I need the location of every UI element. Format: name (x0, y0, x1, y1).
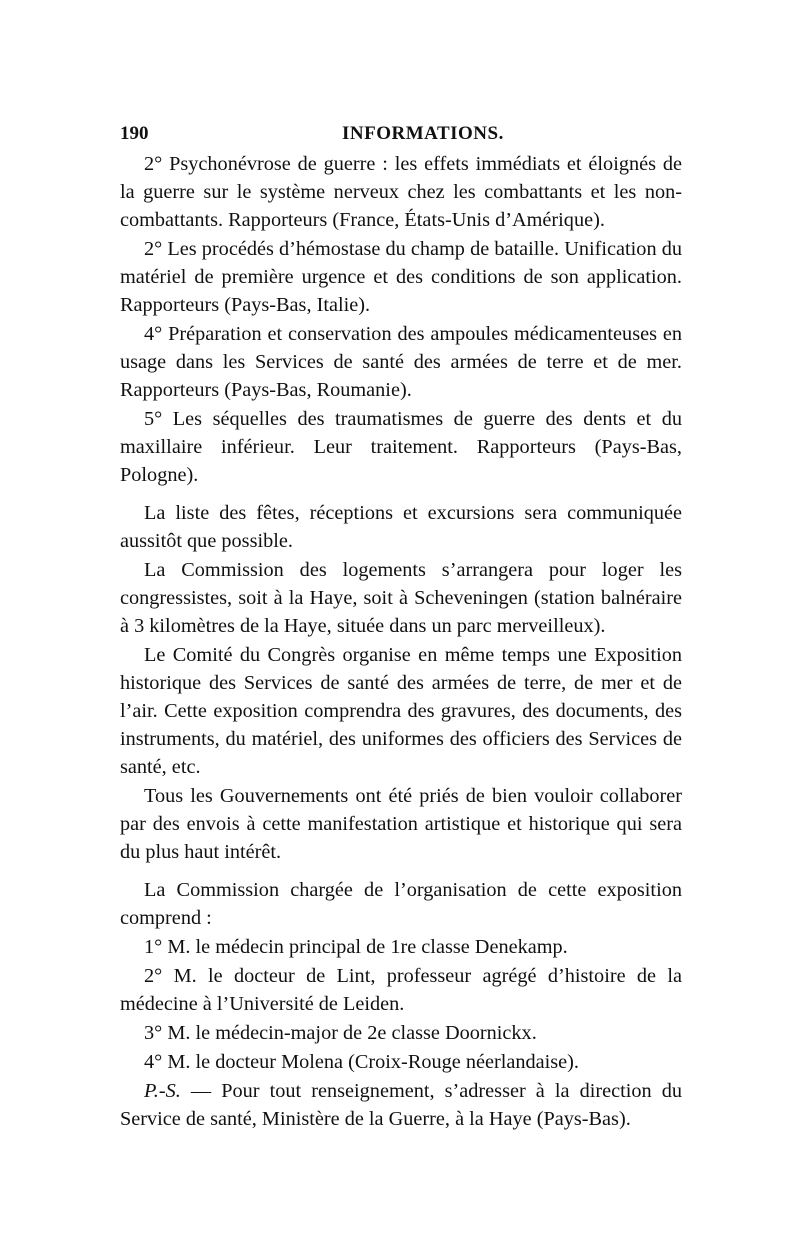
commission-member: 3° M. le médecin-major de 2e classe Doornickx. (144, 1022, 537, 1044)
item-hemostasis: 2° Les procédés d’hémostase du champ de bataille. Unification du matériel de première urgence et des conditions de son application. Rapporteurs (Pays-Bas, Italie). (120, 238, 682, 316)
item-dental-sequelae: 5° Les séquelles des traumatismes de guerre des dents et du maxillaire inférieur. Leur traitement. Rapporteurs (Pays-Bas, Pologne). (120, 408, 682, 486)
paragraph-exhibition: Le Comité du Congrès organise en même temps une Exposition historique des Services de santé des armées de terre, de mer et de l’air. Cette exposition comprendra des gravures, des documents, des instruments, du matériel, des uniformes des officiers des Services de santé, etc. (120, 644, 682, 778)
page-number: 190 (120, 123, 149, 144)
paragraph-governments: Tous les Gouvernements ont été priés de bien vouloir collaborer par des envois à cette manifestation artistique et historique qui sera du plus haut intérêt. (120, 785, 682, 863)
postscript-label: P.-S. (144, 1080, 181, 1102)
commission-member: 1° M. le médecin principal de 1re classe Denekamp. (144, 936, 568, 958)
paragraph-festivities: La liste des fêtes, réceptions et excursions sera communiquée aussitôt que possible. (120, 502, 682, 552)
commission-member: 2° M. le docteur de Lint, professeur agrégé d’histoire de la médecine à l’Université de Leiden. (120, 965, 682, 1015)
paragraph-lodging: La Commission des logements s’arrangera pour loger les congressistes, soit à la Haye, soit à Scheveningen (station balnéraire à 3 kilomètres de la Haye, située dans un parc merveilleux). (120, 559, 682, 637)
item-psychoneurosis: 2° Psychonévrose de guerre : les effets immédiats et éloignés de la guerre sur le système nerveux chez les combattants et les non-combattants. Rapporteurs (France, États-Unis d’Amérique). (120, 153, 682, 231)
running-head (120, 120, 682, 148)
postscript-text: — Pour tout renseignement, s’adresser à la direction du Service de santé, Ministère de la Guerre, à la Haye (Pays-Bas). (120, 1080, 682, 1130)
book-page (120, 120, 682, 1133)
postscript (120, 1077, 682, 1133)
commission-member: 4° M. le docteur Molena (Croix-Rouge néerlandaise). (144, 1051, 580, 1073)
running-title: INFORMATIONS. (342, 123, 504, 144)
item-ampoules: 4° Préparation et conservation des ampoules médicamenteuses en usage dans les Services de santé des armées de terre et de mer. Rapporteurs (Pays-Bas, Roumanie). (120, 323, 682, 401)
commission-intro: La Commission chargée de l’organisation de cette exposition comprend : (120, 879, 682, 929)
